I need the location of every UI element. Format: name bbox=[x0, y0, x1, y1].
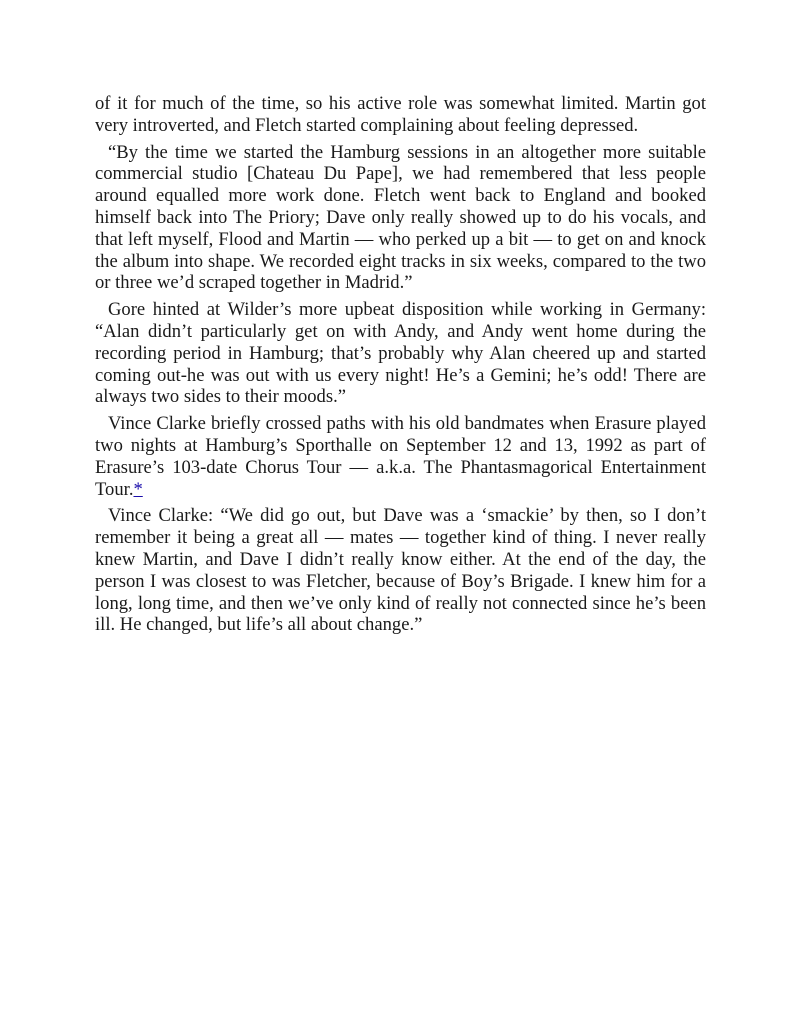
paragraph-text: Gore hinted at Wilder’s more upbeat disposition while working in Germany: “Alan didn’t particularly get on with Andy, and Andy went home during the recording period in Hamburg; that’s probably why Alan cheered up and started coming out-he was out with us every night! He’s a Gemini; he’s odd! There are always two sides to their moods.” bbox=[95, 299, 706, 408]
paragraph-text: Vince Clarke: “We did go out, but Dave was a ‘smackie’ by then, so I don’t remember it being a great all — mates — together kind of thing. I never really knew Martin, and Dave I didn’t really know either. At the end of the day, the person I was closest to was Fletcher, because of Boy’s Brigade. I knew him for a long, long time, and then we’ve only kind of really not connected since he’s been ill. He changed, but life’s all about change.” bbox=[95, 505, 706, 636]
paragraph-continuation bbox=[95, 93, 706, 137]
footnote-link[interactable]: * bbox=[133, 478, 143, 500]
paragraph-erasure-tour bbox=[95, 413, 706, 500]
paragraph-hamburg-sessions-quote bbox=[95, 142, 706, 295]
paragraph-text: of it for much of the time, so his active role was somewhat limited. Martin got very introverted, and Fletch started complaining about feeling depressed. bbox=[95, 93, 706, 136]
paragraph-text: Vince Clarke briefly crossed paths with his old bandmates when Erasure played two nights at Hamburg’s Sporthalle on September 12 and 13, 1992 as part of Erasure’s 103-date Chorus Tour — a.k.a. The Phantasmagorical Entertainment Tour. bbox=[95, 413, 706, 500]
paragraph-text: “By the time we started the Hamburg sessions in an altogether more suitable commercial studio [Chateau Du Pape], we had remembered that less people around equalled more work done. Fletch went back to England and booked himself back into The Priory; Dave only really showed up to do his vocals, and that left myself, Flood and Martin — who perked up a bit — to get on and knock the album into shape. We recorded eight tracks in six weeks, compared to the two or three we’d scraped together in Madrid.” bbox=[95, 141, 706, 294]
paragraph-vince-clarke-quote bbox=[95, 505, 706, 636]
document-page bbox=[95, 93, 706, 641]
paragraph-gore-quote bbox=[95, 299, 706, 408]
